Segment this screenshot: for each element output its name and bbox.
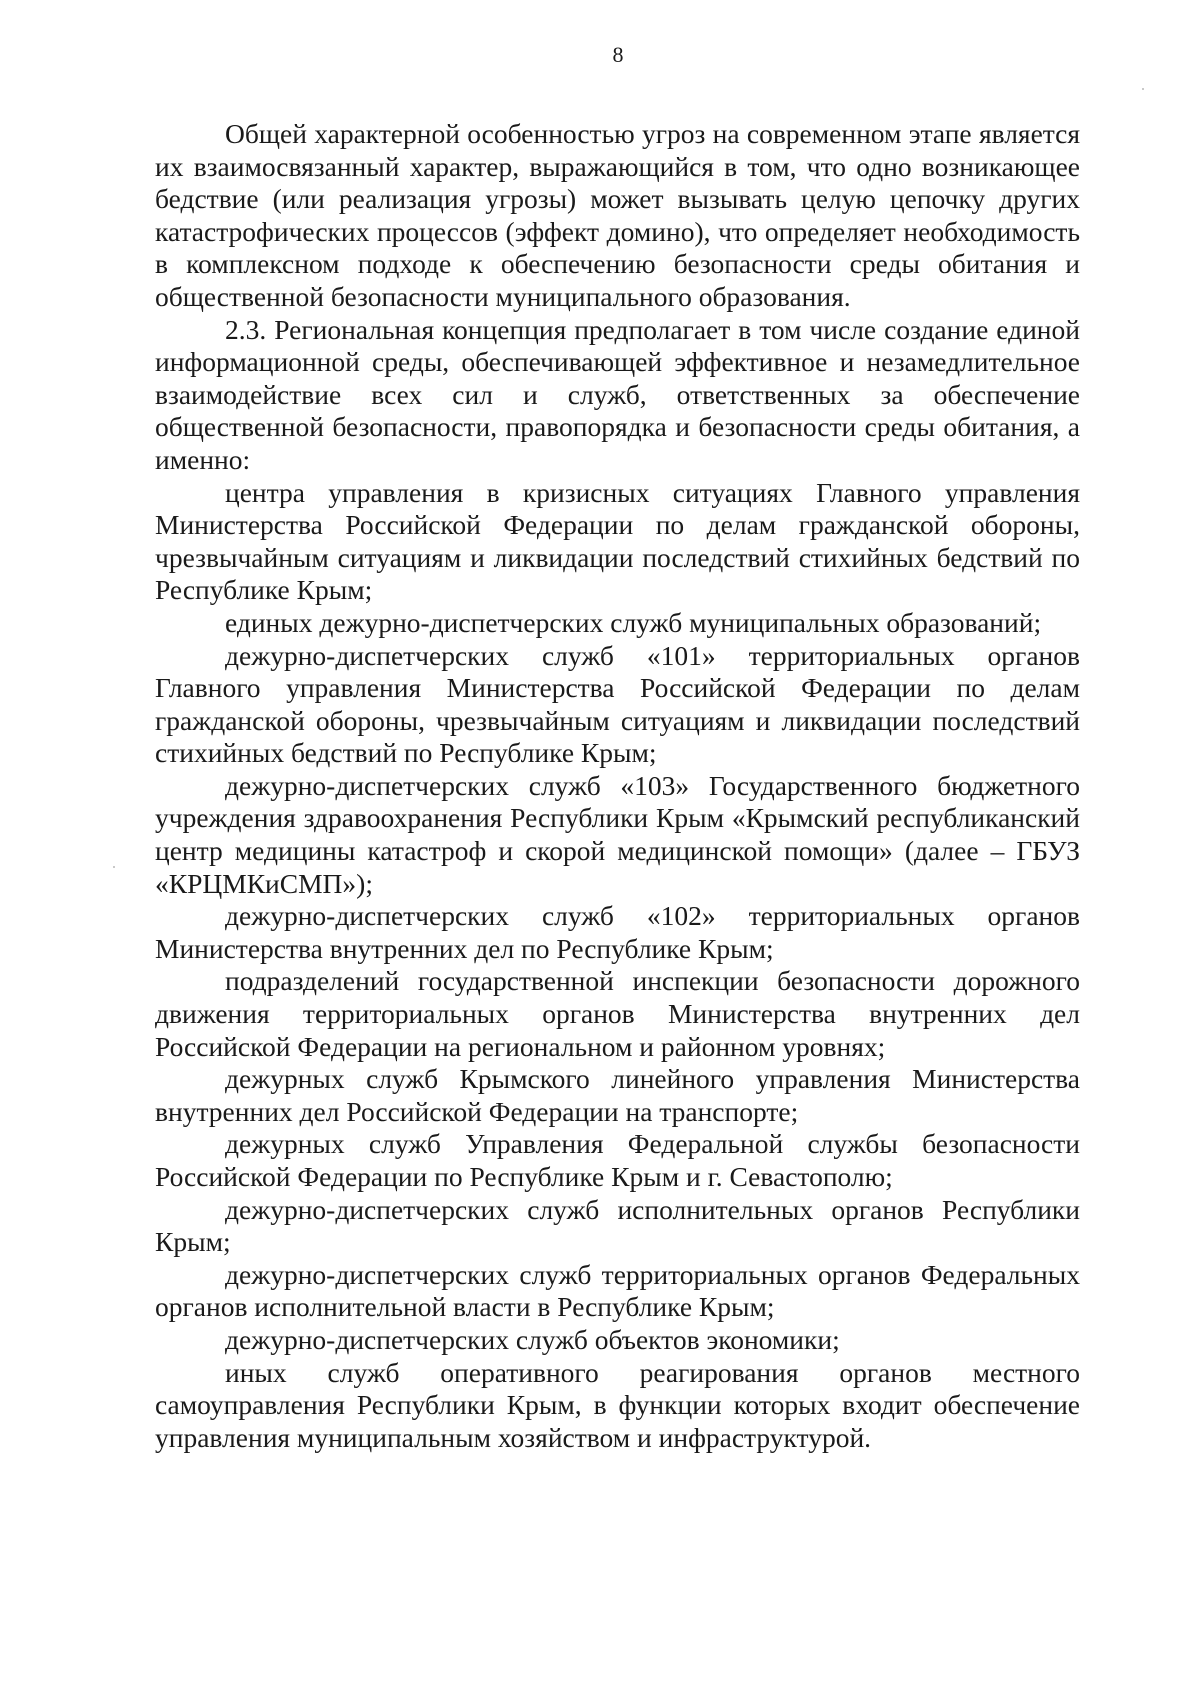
paragraph-regional-concept: 2.3. Региональная концепция предполагает в том числе создание единой информационной среды, обеспечивающей эффективное и незамедлительное взаимодействие всех сил и служб, ответственных за обеспечение общественной безопасности, правопорядка и безопасности среды обитания, а именно: [155,313,1080,475]
scan-speck [113,866,115,868]
list-item: иных служб оперативного реагирования органов местного самоуправления Республики Крым, в функции которых входит обеспечение управления муниципальным хозяйством и инфраструктурой. [155,1356,1080,1453]
list-item: дежурно-диспетчерских служб «103» Государственного бюджетного учреждения здравоохранения Республики Крым «Крымский республиканский центр медицины катастроф и скорой медицинской помощи» (далее – ГБУЗ «КРЦМКиСМП»); [155,769,1080,899]
list-item: дежурно-диспетчерских служб объектов экономики; [225,1323,840,1355]
list-item: единых дежурно-диспетчерских служб муниципальных образований; [225,606,1042,638]
list-item: дежурных служб Крымского линейного управления Министерства внутренних дел Российской Федерации на транспорте; [155,1063,1080,1127]
page-number: 8 [612,42,624,67]
paragraph-threats-interconnection: Общей характерной особенностью угроз на современном этапе является их взаимосвязанный характер, выражающийся в том, что одно возникающее бедствие (или реализация угрозы) может вызывать целую цепочку других катастрофических процессов (эффект домино), что определяет необходимость в комплексном подходе к обеспечению безопасности среды обитания и общественной безопасности муниципального образования. [155,118,1080,312]
scan-speck [1142,88,1144,90]
document-body [155,118,1080,1454]
list-item: дежурных служб Управления Федеральной службы безопасности Российской Федерации по Республике Крым и г. Севастополю; [155,1128,1080,1192]
list-item: подразделений государственной инспекции безопасности дорожного движения территориальных органов Министерства внутренних дел Российской Федерации на региональном и районном уровнях; [155,965,1080,1062]
list-item: дежурно-диспетчерских служб «102» территориальных органов Министерства внутренних дел по Республике Крым; [155,900,1080,964]
list-item: центра управления в кризисных ситуациях Главного управления Министерства Российской Федерации по делам гражданской обороны, чрезвычайным ситуациям и ликвидации последствий стихийных бедствий по Республике Крым; [155,476,1080,606]
list-item: дежурно-диспетчерских служб территориальных органов Федеральных органов исполнительной власти в Республике Крым; [155,1258,1080,1323]
list-item: дежурно-диспетчерских служб «101» территориальных органов Главного управления Министерства Российской Федерации по делам гражданской обороны, чрезвычайным ситуациям и ликвидации последствий стихийных бедствий по Республике Крым; [155,639,1080,769]
list-item: дежурно-диспетчерских служб исполнительных органов Республики Крым; [155,1193,1080,1258]
